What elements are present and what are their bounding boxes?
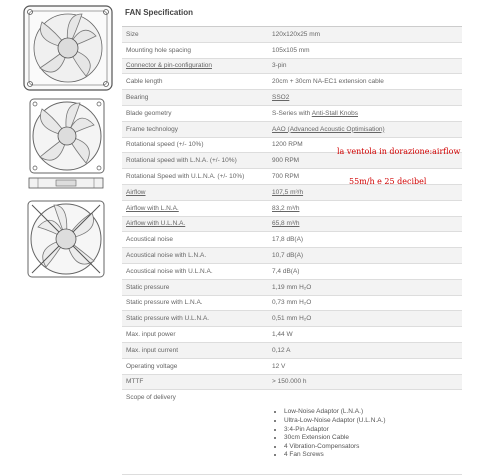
fan-side-image	[28, 176, 104, 190]
spec-value: 0,51 mm H₂O	[268, 311, 462, 327]
spec-label: Static pressure with L.N.A.	[122, 295, 268, 311]
spec-value: 10,7 dB(A)	[268, 248, 462, 264]
spec-label: Acoustical noise with U.L.N.A.	[122, 263, 268, 279]
spec-value: 700 RPM	[268, 169, 462, 185]
spec-value: 12 V	[268, 358, 462, 374]
spec-value: 20cm + 30cm NA-EC1 extension cable	[268, 74, 462, 90]
scope-of-delivery-row	[122, 390, 462, 475]
spec-value[interactable]: 83,2 m³/h	[268, 200, 462, 216]
spec-value	[268, 105, 462, 121]
spec-row	[122, 342, 462, 358]
scope-list-cell	[268, 390, 462, 475]
spec-row	[122, 279, 462, 295]
spec-header-title: FAN Specification	[122, 0, 462, 27]
spec-row	[122, 42, 462, 58]
spec-value[interactable]: SSO2	[268, 90, 462, 106]
spec-value-link[interactable]: Anti-Stall Knobs	[311, 109, 358, 117]
spec-label: Rotational speed with L.N.A. (+/- 10%)	[122, 153, 268, 169]
spec-row	[122, 374, 462, 390]
spec-table	[122, 27, 462, 475]
spec-row	[122, 216, 462, 232]
list-item: • 4 Vibration-Compensators	[284, 443, 458, 452]
spec-row	[122, 295, 462, 311]
spec-value: 105x105 mm	[268, 42, 462, 58]
spec-label: Rotational speed (+/- 10%)	[122, 137, 268, 153]
scope-label: Scope of delivery	[122, 390, 268, 475]
spec-label: Acoustical noise with L.N.A.	[122, 248, 268, 264]
fan-specification-table	[122, 0, 462, 475]
spec-label: Bearing	[122, 90, 268, 106]
spec-value: 1200 RPM	[268, 137, 462, 153]
spec-label[interactable]: Airflow with U.L.N.A.	[122, 216, 268, 232]
list-item: • Ultra-Low-Noise Adaptor (U.L.N.A.)	[284, 417, 458, 426]
spec-value[interactable]: 65,8 m³/h	[268, 216, 462, 232]
fan-perspective-image	[20, 2, 116, 94]
spec-value: 120x120x25 mm	[268, 27, 462, 42]
spec-value: 900 RPM	[268, 153, 462, 169]
scope-list	[272, 408, 458, 460]
spec-label[interactable]: Connector & pin-configuration	[122, 58, 268, 74]
handwritten-note-line2: 55m/h e 25 decibel	[349, 177, 427, 186]
spec-row	[122, 105, 462, 121]
spec-label: Max. input power	[122, 327, 268, 343]
spec-row	[122, 58, 462, 74]
spec-row	[122, 358, 462, 374]
fan-front-image	[28, 97, 106, 175]
spec-row	[122, 311, 462, 327]
spec-label: Static pressure with U.L.N.A.	[122, 311, 268, 327]
list-item: • Low-Noise Adaptor (L.N.A.)	[284, 408, 458, 417]
spec-value[interactable]: AAO (Advanced Acoustic Optimisation)	[268, 121, 462, 137]
spec-value: > 150.000 h	[268, 374, 462, 390]
spec-label: Operating voltage	[122, 358, 268, 374]
spec-value: 3-pin	[268, 58, 462, 74]
spec-row	[122, 90, 462, 106]
list-item: • 3:4-Pin Adaptor	[284, 426, 458, 435]
spec-label[interactable]: Airflow	[122, 184, 268, 200]
spec-value: 1,19 mm H₂O	[268, 279, 462, 295]
spec-label: Blade geometry	[122, 105, 268, 121]
spec-row	[122, 121, 462, 137]
spec-label: Mounting hole spacing	[122, 42, 268, 58]
list-item: • 30cm Extension Cable	[284, 434, 458, 443]
spec-label: Size	[122, 27, 268, 42]
spec-label: Max. input current	[122, 342, 268, 358]
spec-value: 7,4 dB(A)	[268, 263, 462, 279]
list-item: • 4 Fan Screws	[284, 451, 458, 460]
handwritten-note-line1: la ventola in dorazione:airflow	[337, 147, 461, 156]
spec-value: 0,73 mm H₂O	[268, 295, 462, 311]
spec-label: Cable length	[122, 74, 268, 90]
spec-row	[122, 27, 462, 42]
spec-label: Frame technology	[122, 121, 268, 137]
spec-row	[122, 327, 462, 343]
spec-row	[122, 248, 462, 264]
spec-row	[122, 74, 462, 90]
spec-row	[122, 263, 462, 279]
spec-row	[122, 200, 462, 216]
spec-label: Static pressure	[122, 279, 268, 295]
spec-value: 17,8 dB(A)	[268, 232, 462, 248]
spec-label: Acoustical noise	[122, 232, 268, 248]
spec-label: MTTF	[122, 374, 268, 390]
spec-row	[122, 184, 462, 200]
fan-back-image	[26, 199, 106, 279]
spec-label: Rotational Speed with U.L.N.A. (+/- 10%)	[122, 169, 268, 185]
spec-value: 0,12 A	[268, 342, 462, 358]
fan-images-column	[0, 0, 118, 450]
spec-value-prefix: S-Series with	[272, 109, 312, 117]
spec-value: 1,44 W	[268, 327, 462, 343]
spec-value[interactable]: 107,5 m³/h	[268, 184, 462, 200]
spec-label[interactable]: Airflow with L.N.A.	[122, 200, 268, 216]
spec-row	[122, 232, 462, 248]
